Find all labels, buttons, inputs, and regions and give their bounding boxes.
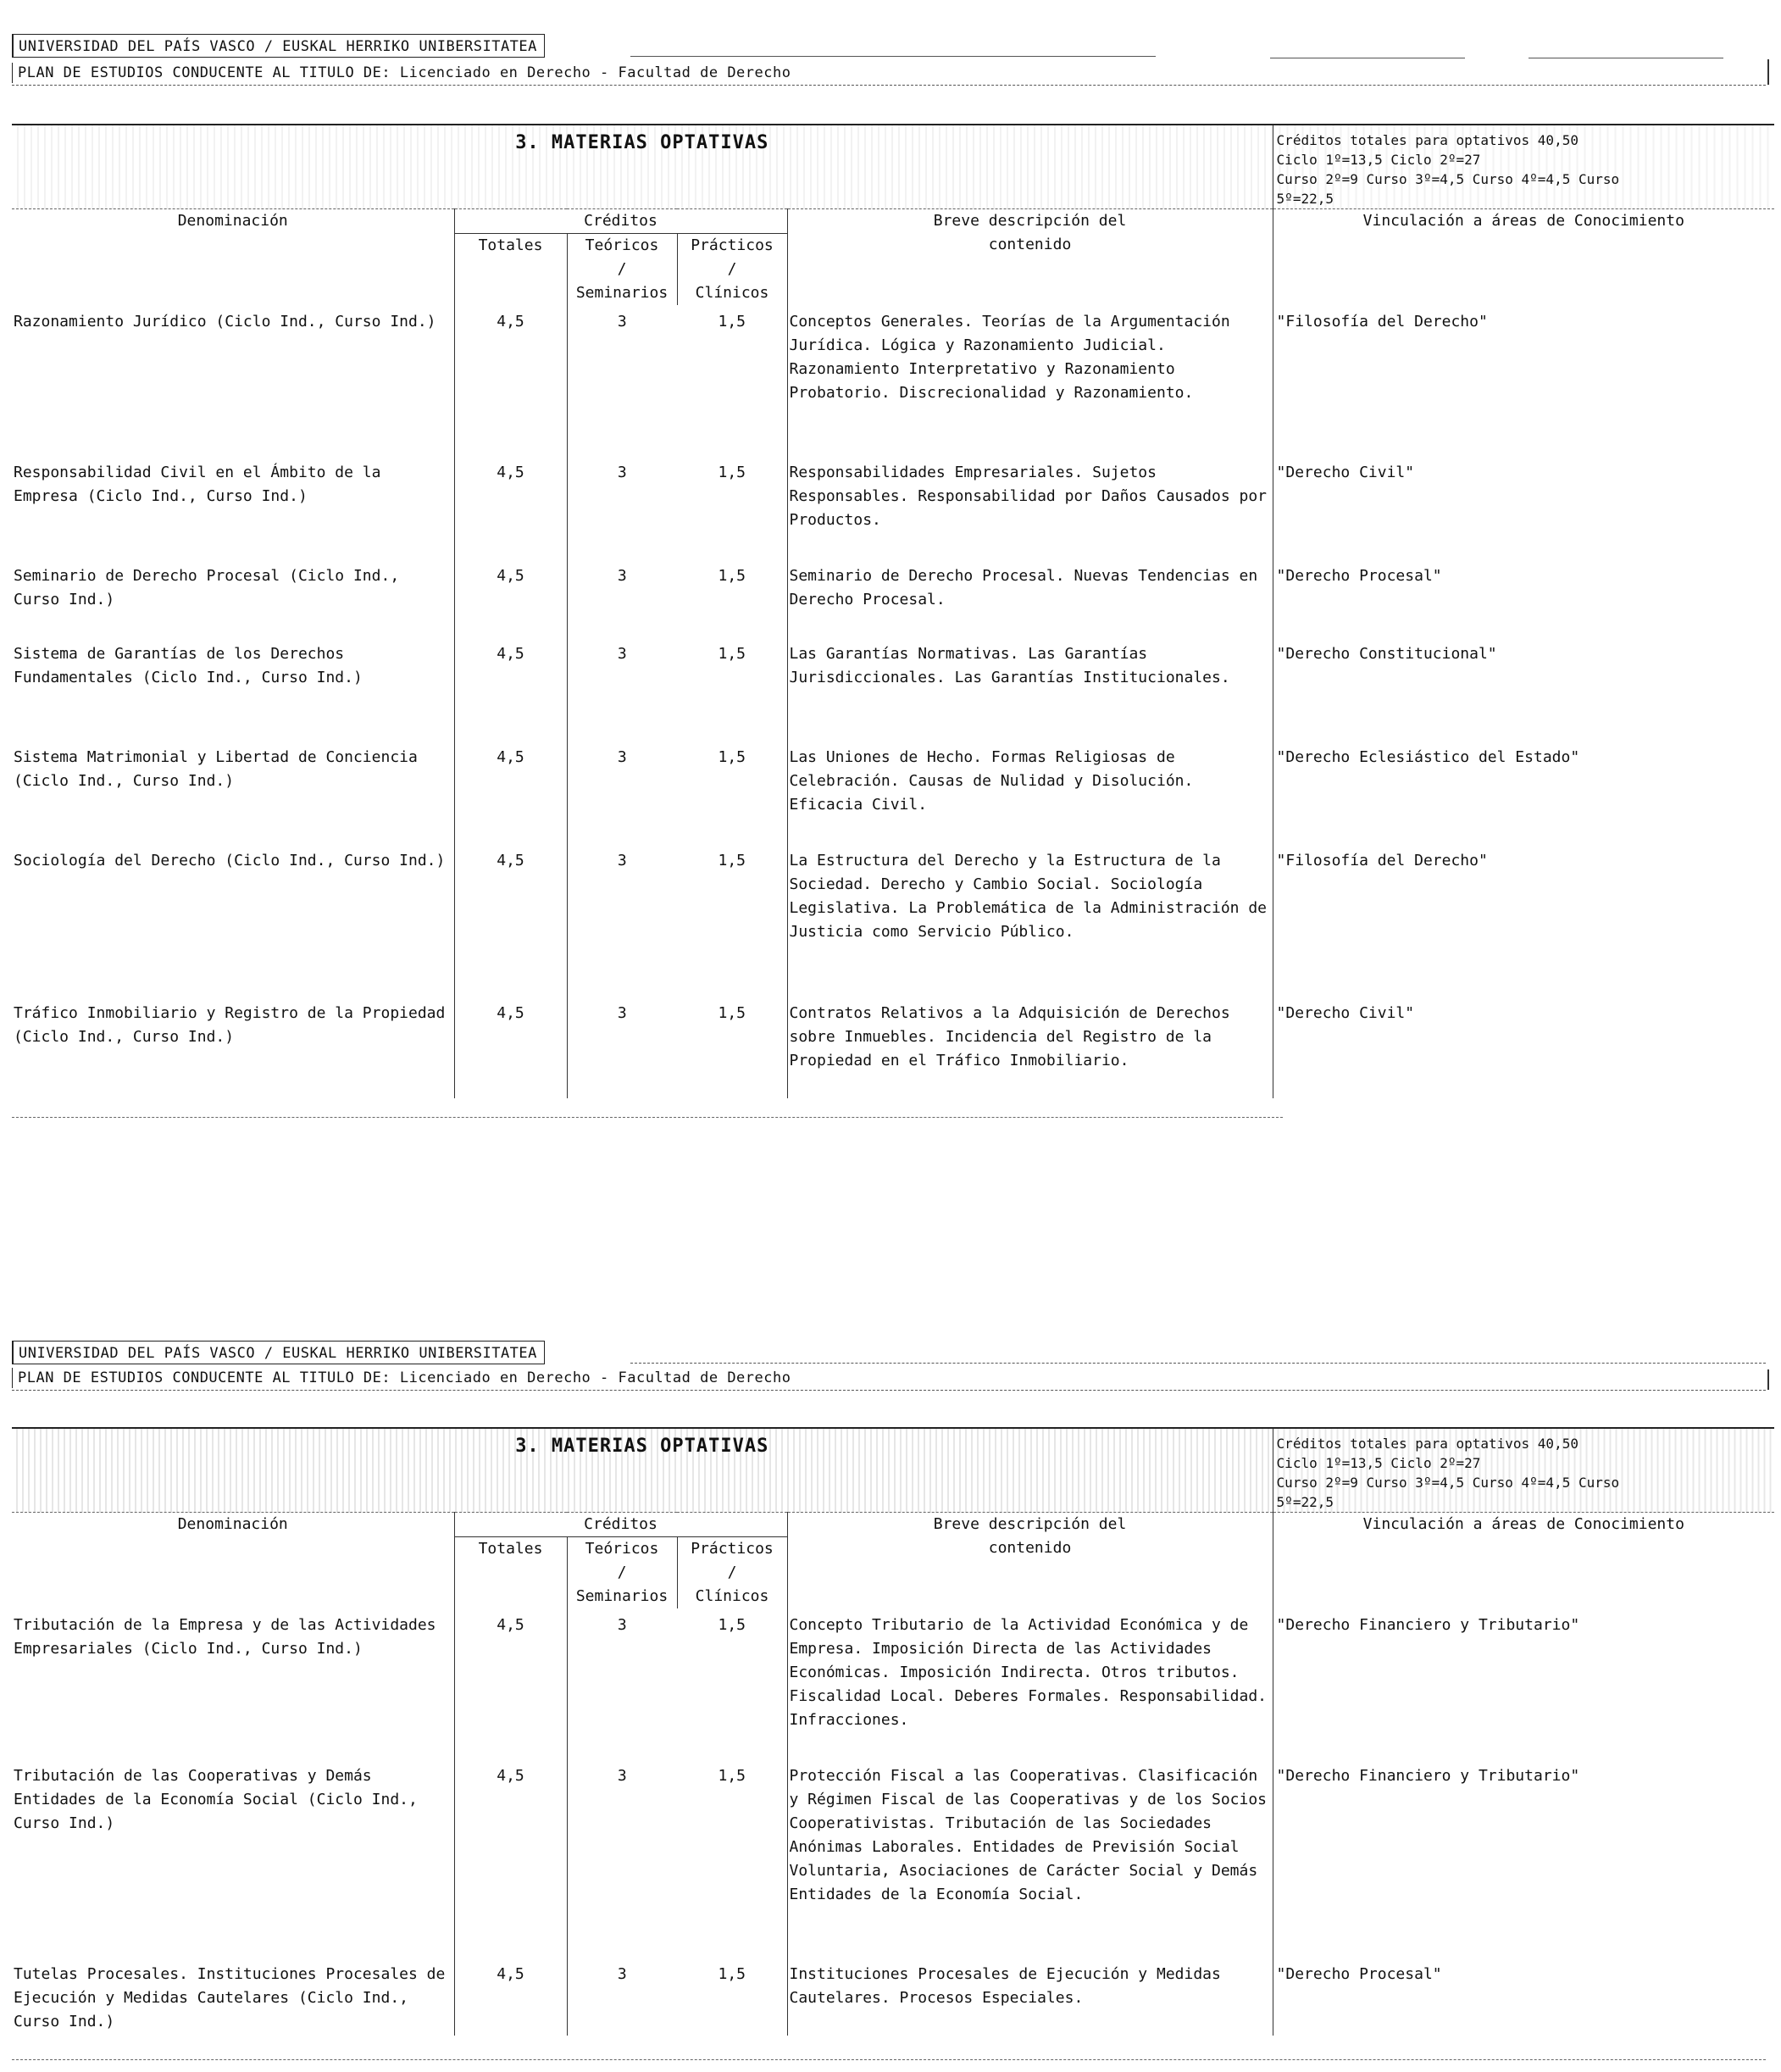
credit-summary-line: Curso 2º=9 Curso 3º=4,5 Curso 4º=4,5 Curso <box>1276 171 1620 187</box>
column-header-practicos <box>677 234 787 306</box>
header-rule <box>1767 59 1769 85</box>
table-title: 3. MATERIAS OPTATIVAS <box>12 1428 1273 1513</box>
subject-description: Protección Fiscal a las Cooperativas. Clasificación y Régimen Fiscal de las Cooperativas y de los Socios Cooperativistas. Tributación de las Sociedades Anónimas Laborales. Entidades de Previsión Social Voluntaria, Asociaciones de Carácter Social y Demás Entidades de la Economía Social. <box>787 1759 1273 1958</box>
header-line: contenido <box>988 1539 1072 1557</box>
optional-subjects-table <box>12 124 1774 1098</box>
credit-summary-line: Ciclo 1º=13,5 Ciclo 2º=27 <box>1276 152 1481 168</box>
credits-teoricos: 3 <box>567 559 677 637</box>
table-row <box>12 1608 1774 1759</box>
header-rule <box>12 85 1766 86</box>
subject-name: Sistema Matrimonial y Libertad de Conciencia (Ciclo Ind., Curso Ind.) <box>14 748 418 790</box>
credits-practicos: 1,5 <box>718 1767 746 1785</box>
subject-description: Las Uniones de Hecho. Formas Religiosas de Celebración. Causas de Nulidad y Disolución. Eficacia Civil. <box>787 741 1273 844</box>
header-line: Teóricos <box>585 236 659 254</box>
header-rule <box>630 1363 1766 1364</box>
subject-name: Responsabilidad Civil en el Ámbito de la Empresa (Ciclo Ind., Curso Ind.) <box>14 464 381 505</box>
column-header-vinculacion: Vinculación a áreas de Conocimiento <box>1273 1513 1774 1609</box>
header-rule <box>12 1390 1766 1391</box>
credits-practicos: 1,5 <box>718 1004 746 1022</box>
column-header-vinculacion: Vinculación a áreas de Conocimiento <box>1273 209 1774 306</box>
credit-summary <box>1273 125 1774 209</box>
header-line: / <box>727 260 737 278</box>
credits-teoricos: 3 <box>567 1759 677 1958</box>
credits-practicos: 1,5 <box>718 464 746 481</box>
header-line: / <box>617 1564 627 1581</box>
credit-summary <box>1273 1428 1774 1513</box>
column-header-teoricos <box>567 234 677 306</box>
credits-practicos: 1,5 <box>718 1616 746 1634</box>
university-header: UNIVERSIDAD DEL PAÍS VASCO / EUSKAL HERRIKO UNIBERSITATEA <box>12 34 545 58</box>
credits-practicos: 1,5 <box>718 313 746 331</box>
subject-name: Sistema de Garantías de los Derechos Fundamentales (Ciclo Ind., Curso Ind.) <box>14 645 363 686</box>
plan-header: PLAN DE ESTUDIOS CONDUCENTE AL TITULO DE: Licenciado en Derecho - Facultad de Derecho <box>12 63 797 83</box>
header-line: Clínicos <box>695 284 769 302</box>
table-row <box>12 305 1774 456</box>
header-line: / <box>617 260 627 278</box>
subject-name: Tráfico Inmobiliario y Registro de la Propiedad (Ciclo Ind., Curso Ind.) <box>14 1004 446 1046</box>
table-bottom-rule <box>12 2059 1766 2060</box>
credits-totales: 4,5 <box>454 637 567 741</box>
header-line: contenido <box>988 236 1072 253</box>
credit-summary-line: Créditos totales para optativos 40,50 <box>1276 132 1578 148</box>
credits-totales: 4,5 <box>454 1958 567 2036</box>
header-line: Breve descripción del <box>933 1515 1127 1533</box>
column-header-practicos <box>677 1537 787 1609</box>
knowledge-area: "Derecho Eclesiástico del Estado" <box>1273 741 1774 844</box>
knowledge-area: "Derecho Financiero y Tributario" <box>1273 1608 1774 1759</box>
table-row <box>12 637 1774 741</box>
header-rule <box>630 56 1156 57</box>
table-row <box>12 456 1774 559</box>
knowledge-area: "Derecho Procesal" <box>1273 559 1774 637</box>
knowledge-area: "Derecho Civil" <box>1273 456 1774 559</box>
knowledge-area: "Derecho Constitucional" <box>1273 637 1774 741</box>
credits-practicos: 1,5 <box>718 748 746 766</box>
credit-summary-line: 5º=22,5 <box>1276 1494 1334 1510</box>
column-header-descripcion <box>787 209 1273 306</box>
column-header-teoricos <box>567 1537 677 1609</box>
credits-teoricos: 3 <box>567 997 677 1098</box>
subject-description: Seminario de Derecho Procesal. Nuevas Tendencias en Derecho Procesal. <box>787 559 1273 637</box>
header-line: Prácticos <box>691 1540 774 1558</box>
credits-totales: 4,5 <box>454 456 567 559</box>
credit-summary-line: Curso 2º=9 Curso 3º=4,5 Curso 4º=4,5 Curso <box>1276 1475 1620 1491</box>
table-title: 3. MATERIAS OPTATIVAS <box>12 125 1273 209</box>
column-header-totales: Totales <box>454 234 567 306</box>
header-line: Seminarios <box>575 1587 669 1605</box>
credits-teoricos: 3 <box>567 456 677 559</box>
credits-totales: 4,5 <box>454 741 567 844</box>
knowledge-area: "Filosofía del Derecho" <box>1273 844 1774 997</box>
credits-practicos: 1,5 <box>718 1965 746 1983</box>
header-rule <box>1767 1369 1769 1390</box>
subject-name: Razonamiento Jurídico (Ciclo Ind., Curso Ind.) <box>14 313 436 331</box>
optional-subjects-table <box>12 1427 1774 2036</box>
credits-teoricos: 3 <box>567 637 677 741</box>
table-row <box>12 1759 1774 1958</box>
credits-teoricos: 3 <box>567 1958 677 2036</box>
credits-totales: 4,5 <box>454 844 567 997</box>
table-bottom-rule <box>12 1117 1283 1118</box>
column-header-creditos: Créditos <box>454 209 787 234</box>
subject-description: Las Garantías Normativas. Las Garantías Jurisdiccionales. Las Garantías Institucionales. <box>787 637 1273 741</box>
table-row <box>12 741 1774 844</box>
credits-teoricos: 3 <box>567 305 677 456</box>
header-line: Clínicos <box>695 1587 769 1605</box>
table-row <box>12 844 1774 997</box>
column-header-creditos: Créditos <box>454 1513 787 1537</box>
header-line: / <box>727 1564 737 1581</box>
knowledge-area: "Filosofía del Derecho" <box>1273 305 1774 456</box>
credits-totales: 4,5 <box>454 997 567 1098</box>
subject-name: Tributación de las Cooperativas y Demás Entidades de la Economía Social (Ciclo Ind., Curso Ind.) <box>14 1767 418 1832</box>
column-header-descripcion <box>787 1513 1273 1609</box>
subject-description: Concepto Tributario de la Actividad Económica y de Empresa. Imposición Directa de las Actividades Económicas. Imposición Indirecta. Otros tributos. Fiscalidad Local. Deberes Formales. Responsabilidad. Infracciones. <box>787 1608 1273 1759</box>
column-header-denominacion: Denominación <box>12 1513 454 1609</box>
plan-header: PLAN DE ESTUDIOS CONDUCENTE AL TITULO DE: Licenciado en Derecho - Facultad de Derecho <box>12 1368 797 1388</box>
knowledge-area: "Derecho Procesal" <box>1273 1958 1774 2036</box>
credit-summary-line: Ciclo 1º=13,5 Ciclo 2º=27 <box>1276 1455 1481 1471</box>
university-header: UNIVERSIDAD DEL PAÍS VASCO / EUSKAL HERRIKO UNIBERSITATEA <box>12 1341 545 1364</box>
credits-teoricos: 3 <box>567 741 677 844</box>
subject-description: Conceptos Generales. Teorías de la Argumentación Jurídica. Lógica y Razonamiento Judicial. Razonamiento Interpretativo y Razonamiento Probatorio. Discrecionalidad y Razonamiento. <box>787 305 1273 456</box>
subject-description: La Estructura del Derecho y la Estructura de la Sociedad. Derecho y Cambio Social. Sociología Legislativa. La Problemática de la Administración de Justicia como Servicio Público. <box>787 844 1273 997</box>
subject-name: Sociología del Derecho (Ciclo Ind., Curso Ind.) <box>14 852 446 869</box>
header-line: Breve descripción del <box>933 212 1127 230</box>
subject-name: Tributación de la Empresa y de las Actividades Empresariales (Ciclo Ind., Curso Ind.) <box>14 1616 436 1658</box>
credits-practicos: 1,5 <box>718 567 746 585</box>
column-header-denominacion: Denominación <box>12 209 454 306</box>
knowledge-area: "Derecho Financiero y Tributario" <box>1273 1759 1774 1958</box>
credits-teoricos: 3 <box>567 844 677 997</box>
credits-totales: 4,5 <box>454 559 567 637</box>
credits-practicos: 1,5 <box>718 645 746 663</box>
table-row <box>12 559 1774 637</box>
header-line: Prácticos <box>691 236 774 254</box>
subject-name: Tutelas Procesales. Instituciones Procesales de Ejecución y Medidas Cautelares (Ciclo Ind., Curso Ind.) <box>14 1965 446 2030</box>
credits-practicos: 1,5 <box>718 852 746 869</box>
header-line: Seminarios <box>575 284 669 302</box>
page-2 <box>12 1337 1774 2066</box>
credits-teoricos: 3 <box>567 1608 677 1759</box>
credits-totales: 4,5 <box>454 1608 567 1759</box>
table-row <box>12 997 1774 1098</box>
subject-description: Contratos Relativos a la Adquisición de Derechos sobre Inmuebles. Incidencia del Registro de la Propiedad en el Tráfico Inmobiliario. <box>787 997 1273 1098</box>
credit-summary-line: Créditos totales para optativos 40,50 <box>1276 1436 1578 1452</box>
subject-description: Instituciones Procesales de Ejecución y Medidas Cautelares. Procesos Especiales. <box>787 1958 1273 2036</box>
knowledge-area: "Derecho Civil" <box>1273 997 1774 1098</box>
subject-name: Seminario de Derecho Procesal (Ciclo Ind., Curso Ind.) <box>14 567 400 608</box>
subject-description: Responsabilidades Empresariales. Sujetos Responsables. Responsabilidad por Daños Causados por Productos. <box>787 456 1273 559</box>
credits-totales: 4,5 <box>454 1759 567 1958</box>
table-row <box>12 1958 1774 2036</box>
page-1 <box>12 31 1774 1124</box>
column-header-totales: Totales <box>454 1537 567 1609</box>
credits-totales: 4,5 <box>454 305 567 456</box>
header-line: Teóricos <box>585 1540 659 1558</box>
credit-summary-line: 5º=22,5 <box>1276 191 1334 207</box>
